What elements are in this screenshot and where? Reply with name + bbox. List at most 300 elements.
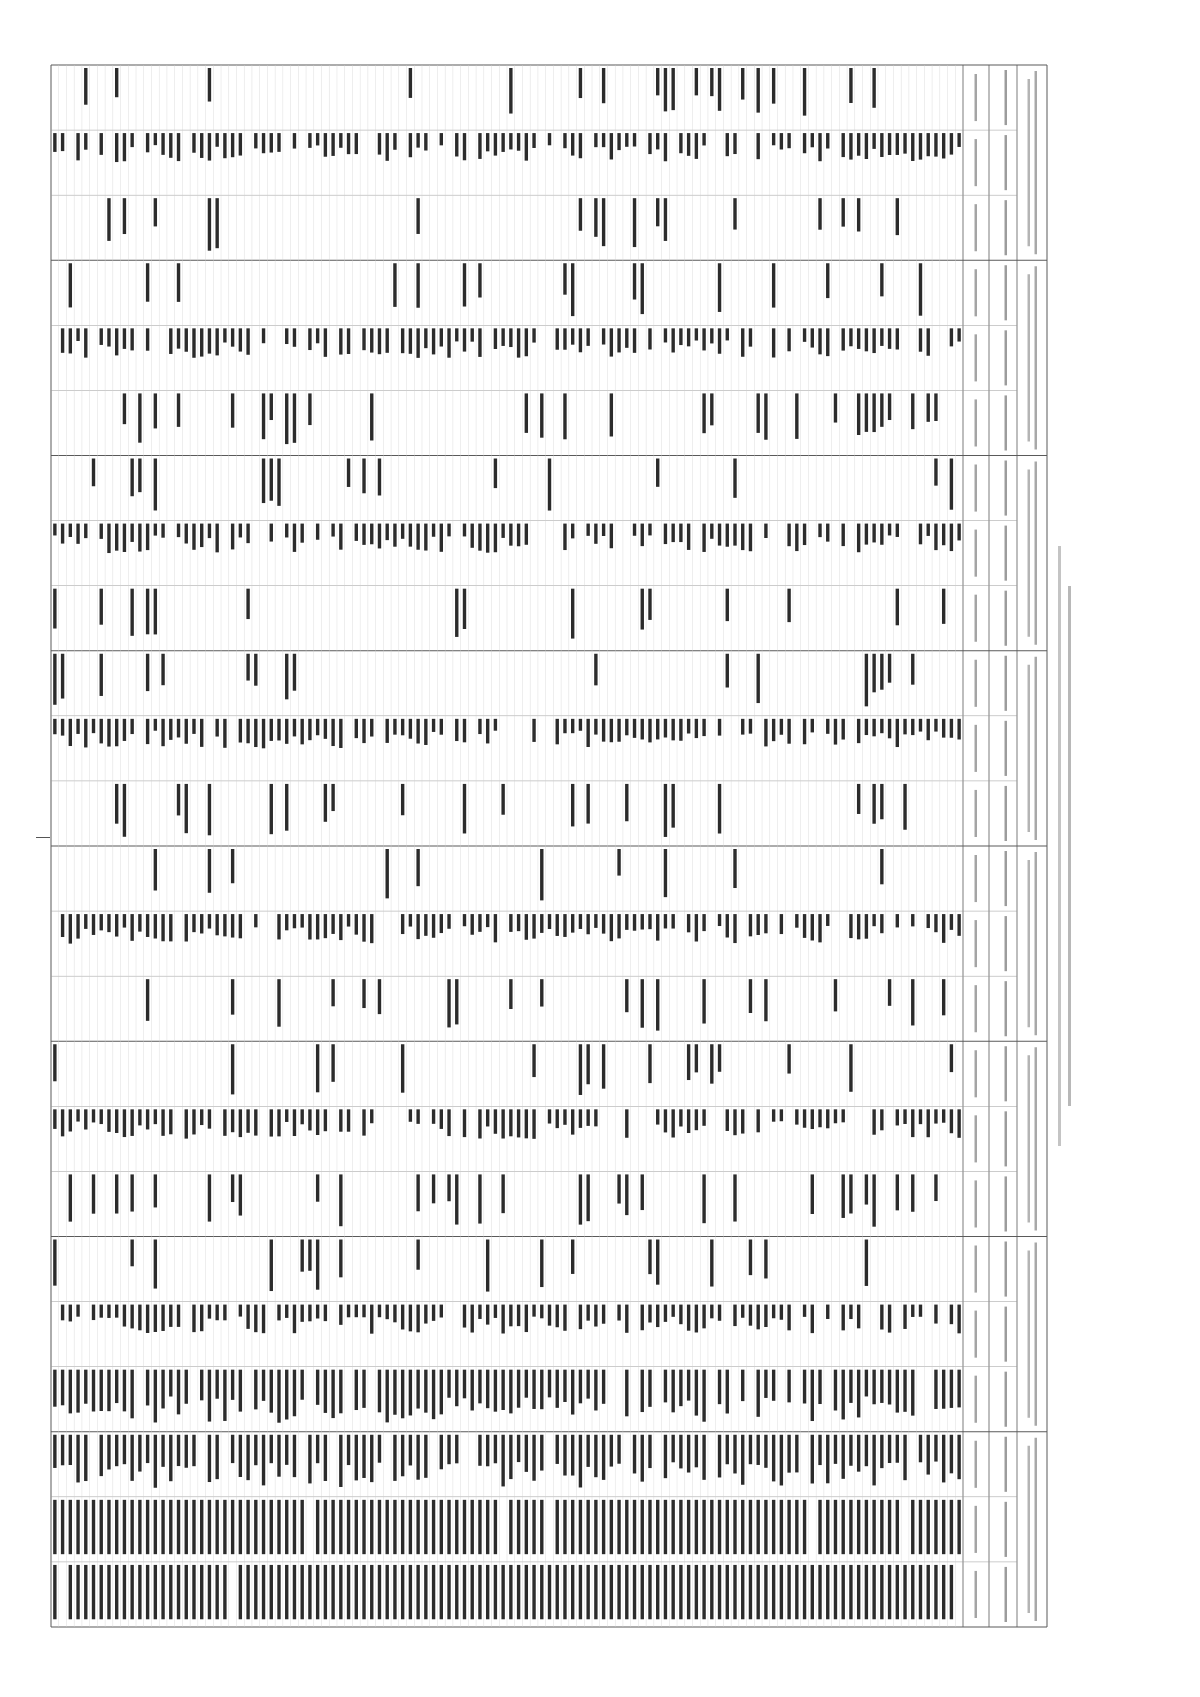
table-cell-mark bbox=[556, 1109, 559, 1128]
table-cell-mark bbox=[919, 719, 922, 732]
table-cell-mark bbox=[146, 719, 149, 744]
table-cell-mark bbox=[834, 979, 837, 1011]
table-cell-mark bbox=[270, 524, 273, 542]
table-cell-mark bbox=[61, 133, 64, 151]
table-cell-mark bbox=[471, 1305, 474, 1333]
table-cell-mark bbox=[865, 1500, 868, 1554]
table-cell-mark bbox=[756, 1370, 759, 1417]
table-cell-mark bbox=[455, 1174, 458, 1224]
table-cell-mark bbox=[53, 1370, 56, 1407]
table-cell-mark bbox=[525, 393, 528, 432]
table-cell-mark bbox=[192, 524, 195, 550]
table-cell-mark bbox=[447, 1435, 450, 1464]
table-cell-mark bbox=[409, 914, 412, 926]
table-cell-mark bbox=[169, 1305, 172, 1327]
table-cell-mark bbox=[69, 1305, 72, 1322]
table-cell-mark bbox=[579, 1370, 582, 1404]
table-cell-mark bbox=[277, 719, 280, 741]
table-cell-mark bbox=[494, 524, 497, 553]
table-cell-mark bbox=[702, 524, 705, 552]
table-cell-mark bbox=[834, 719, 837, 745]
table-cell-mark bbox=[61, 1109, 64, 1136]
table-cell-mark bbox=[501, 1109, 504, 1138]
table-cell-mark bbox=[702, 1435, 705, 1480]
table-cell-mark bbox=[154, 719, 157, 731]
table-cell-mark bbox=[733, 1174, 736, 1221]
table-cell-mark bbox=[107, 719, 110, 747]
table-cell-mark bbox=[339, 1174, 342, 1226]
table-cell-mark bbox=[293, 719, 296, 737]
table-cell-mark bbox=[107, 1370, 110, 1412]
table-cell-mark bbox=[571, 1240, 574, 1274]
table-cell-mark bbox=[447, 1565, 450, 1619]
table-cell-mark bbox=[671, 1435, 674, 1463]
table-cell-mark bbox=[285, 784, 288, 831]
table-cell-mark bbox=[254, 1435, 257, 1465]
column-group-title-placeholder bbox=[1035, 1047, 1038, 1230]
table-cell-mark bbox=[857, 914, 860, 939]
table-cell-mark bbox=[880, 1109, 883, 1130]
table-cell-mark bbox=[100, 1305, 103, 1318]
table-cell-mark bbox=[903, 1435, 906, 1480]
table-cell-mark bbox=[679, 133, 682, 153]
table-cell-mark bbox=[602, 198, 605, 246]
column-subheader-placeholder bbox=[975, 1115, 978, 1162]
table-cell-mark bbox=[872, 654, 875, 693]
table-cell-mark bbox=[602, 524, 605, 536]
table-cell-mark bbox=[586, 1044, 589, 1084]
table-cell-mark bbox=[347, 1305, 350, 1318]
table-cell-mark bbox=[177, 719, 180, 738]
table-cell-mark bbox=[416, 198, 419, 234]
table-cell-mark bbox=[811, 1305, 814, 1334]
table-cell-mark bbox=[950, 1109, 953, 1133]
table-cell-mark bbox=[695, 1044, 698, 1072]
table-cell-mark bbox=[872, 1370, 875, 1405]
column-subheader-placeholder bbox=[975, 139, 978, 186]
column-subheader-placeholder bbox=[975, 595, 978, 642]
table-cell-mark bbox=[795, 1500, 798, 1554]
table-cell-mark bbox=[146, 1305, 149, 1333]
table-cell-mark bbox=[772, 1305, 775, 1319]
table-cell-mark bbox=[927, 1565, 930, 1619]
table-cell-mark bbox=[733, 914, 736, 943]
table-cell-mark bbox=[285, 1109, 288, 1122]
table-cell-mark bbox=[185, 524, 188, 544]
table-cell-mark bbox=[934, 1305, 937, 1324]
table-cell-mark bbox=[927, 133, 930, 156]
table-cell-mark bbox=[849, 1370, 852, 1403]
column-subheader-placeholder bbox=[975, 269, 978, 316]
table-cell-mark bbox=[61, 719, 64, 736]
table-cell-mark bbox=[787, 1565, 790, 1619]
table-cell-mark bbox=[123, 914, 126, 927]
table-cell-mark bbox=[780, 914, 783, 934]
table-cell-mark bbox=[888, 1370, 891, 1405]
table-cell-mark bbox=[579, 328, 582, 352]
table-cell-mark bbox=[208, 1500, 211, 1554]
table-cell-mark bbox=[586, 1435, 589, 1467]
table-cell-mark bbox=[718, 68, 721, 111]
table-cell-mark bbox=[185, 328, 188, 351]
table-cell-mark bbox=[857, 1565, 860, 1619]
table-cell-mark bbox=[795, 1565, 798, 1619]
table-cell-mark bbox=[648, 719, 651, 743]
table-cell-mark bbox=[617, 1305, 620, 1321]
table-cell-mark bbox=[671, 1500, 674, 1554]
table-cell-mark bbox=[934, 393, 937, 421]
table-cell-mark bbox=[586, 719, 589, 747]
table-cell-mark bbox=[471, 1370, 474, 1411]
table-cell-mark bbox=[169, 1565, 172, 1619]
table-cell-mark bbox=[764, 524, 767, 538]
table-cell-mark bbox=[842, 524, 845, 547]
table-cell-mark bbox=[455, 133, 458, 156]
table-cell-mark bbox=[756, 1109, 759, 1132]
table-cell-mark bbox=[277, 133, 280, 152]
table-cell-mark bbox=[579, 1305, 582, 1330]
table-cell-mark bbox=[957, 328, 960, 341]
table-cell-mark bbox=[231, 524, 234, 550]
table-cell-mark bbox=[115, 1370, 118, 1403]
table-cell-mark bbox=[780, 133, 783, 149]
table-cell-mark bbox=[857, 1305, 860, 1329]
table-cell-mark bbox=[842, 719, 845, 740]
table-cell-mark bbox=[872, 1435, 875, 1486]
table-cell-mark bbox=[532, 1435, 535, 1481]
table-cell-mark bbox=[749, 719, 752, 734]
table-cell-mark bbox=[169, 1500, 172, 1554]
table-cell-mark bbox=[532, 1305, 535, 1317]
table-cell-mark bbox=[880, 1565, 883, 1619]
table-cell-mark bbox=[455, 1435, 458, 1464]
table-cell-mark bbox=[339, 133, 342, 148]
table-cell-mark bbox=[293, 1305, 296, 1334]
table-cell-mark bbox=[579, 914, 582, 929]
table-cell-mark bbox=[679, 1565, 682, 1619]
table-cell-mark bbox=[517, 524, 520, 547]
table-cell-mark bbox=[594, 1500, 597, 1554]
column-subheader-placeholder bbox=[975, 399, 978, 446]
table-cell-mark bbox=[633, 263, 636, 299]
table-cell-mark bbox=[718, 1500, 721, 1554]
table-cell-mark bbox=[563, 524, 566, 550]
table-cell-mark bbox=[849, 1305, 852, 1319]
table-cell-mark bbox=[262, 133, 265, 153]
table-cell-mark bbox=[548, 133, 551, 145]
table-cell-mark bbox=[200, 1305, 203, 1332]
table-cell-mark bbox=[84, 1109, 87, 1129]
table-cell-mark bbox=[401, 524, 404, 539]
column-header-placeholder bbox=[1005, 1242, 1008, 1297]
table-cell-mark bbox=[440, 719, 443, 735]
table-cell-mark bbox=[293, 1109, 296, 1136]
table-cell-mark bbox=[285, 393, 288, 444]
table-cell-mark bbox=[818, 1370, 821, 1404]
table-cell-mark bbox=[641, 719, 644, 740]
table-cell-mark bbox=[702, 914, 705, 931]
table-cell-mark bbox=[440, 328, 443, 346]
table-cell-mark bbox=[370, 328, 373, 352]
table-cell-mark bbox=[764, 393, 767, 439]
table-cell-mark bbox=[432, 1109, 435, 1123]
table-cell-mark bbox=[733, 1435, 736, 1474]
table-cell-mark bbox=[671, 1370, 674, 1413]
table-cell-mark bbox=[749, 524, 752, 552]
column-header-placeholder bbox=[1005, 591, 1008, 646]
table-cell-mark bbox=[865, 719, 868, 735]
table-cell-mark bbox=[702, 1500, 705, 1554]
table-cell-mark bbox=[239, 1109, 242, 1137]
table-cell-mark bbox=[772, 1370, 775, 1401]
table-cell-mark bbox=[285, 1370, 288, 1420]
table-cell-mark bbox=[161, 914, 164, 941]
table-cell-mark bbox=[756, 654, 759, 703]
table-cell-mark bbox=[687, 1109, 690, 1133]
table-cell-mark bbox=[517, 1500, 520, 1554]
table-cell-mark bbox=[161, 1370, 164, 1409]
table-cell-mark bbox=[215, 914, 218, 935]
table-cell-mark bbox=[154, 393, 157, 428]
table-cell-mark bbox=[548, 459, 551, 511]
table-cell-mark bbox=[911, 1305, 914, 1317]
table-cell-mark bbox=[370, 1565, 373, 1619]
table-cell-mark bbox=[277, 1500, 280, 1554]
table-cell-mark bbox=[316, 1174, 319, 1201]
table-cell-mark bbox=[710, 393, 713, 425]
table-cell-mark bbox=[764, 1370, 767, 1398]
table-cell-mark bbox=[641, 1435, 644, 1482]
table-cell-mark bbox=[548, 1109, 551, 1123]
table-cell-mark bbox=[246, 589, 249, 619]
table-cell-mark bbox=[300, 1565, 303, 1619]
table-cell-mark bbox=[486, 524, 489, 553]
table-cell-mark bbox=[718, 1305, 721, 1321]
table-cell-mark bbox=[664, 784, 667, 837]
table-cell-mark bbox=[200, 328, 203, 356]
table-cell-mark bbox=[641, 1174, 644, 1210]
table-cell-mark bbox=[308, 719, 311, 740]
table-cell-mark bbox=[471, 524, 474, 548]
table-cell-mark bbox=[525, 1109, 528, 1138]
table-cell-mark bbox=[942, 133, 945, 158]
table-cell-mark bbox=[501, 133, 504, 152]
table-cell-mark bbox=[92, 914, 95, 935]
table-cell-mark bbox=[517, 1305, 520, 1327]
table-cell-mark bbox=[525, 1435, 528, 1472]
table-cell-mark bbox=[826, 1435, 829, 1484]
table-cell-mark bbox=[123, 1109, 126, 1137]
table-cell-mark bbox=[532, 719, 535, 742]
table-cell-mark bbox=[633, 1500, 636, 1554]
table-cell-mark bbox=[100, 1500, 103, 1554]
table-cell-mark bbox=[525, 1370, 528, 1398]
table-cell-mark bbox=[246, 1109, 249, 1132]
table-cell-mark bbox=[710, 68, 713, 96]
table-cell-mark bbox=[733, 1500, 736, 1554]
column-subheader-placeholder bbox=[975, 790, 978, 837]
table-cell-mark bbox=[324, 1435, 327, 1481]
table-cell-mark bbox=[463, 1565, 466, 1619]
table-cell-mark bbox=[501, 1565, 504, 1619]
table-cell-mark bbox=[687, 1500, 690, 1554]
table-cell-mark bbox=[223, 1305, 226, 1321]
table-cell-mark bbox=[262, 1565, 265, 1619]
table-cell-mark bbox=[316, 1370, 319, 1405]
table-cell-mark bbox=[764, 1565, 767, 1619]
table-cell-mark bbox=[664, 1565, 667, 1619]
table-cell-mark bbox=[177, 1370, 180, 1415]
table-cell-mark bbox=[138, 1109, 141, 1125]
table-cell-mark bbox=[726, 1500, 729, 1554]
table-cell-mark bbox=[602, 1044, 605, 1088]
table-cell-mark bbox=[494, 1109, 497, 1133]
table-cell-mark bbox=[208, 1305, 211, 1319]
table-cell-mark bbox=[911, 393, 914, 429]
table-cell-mark bbox=[463, 589, 466, 629]
column-subheader-placeholder bbox=[975, 985, 978, 1032]
table-cell-mark bbox=[239, 1305, 242, 1317]
table-cell-mark bbox=[409, 68, 412, 98]
table-cell-mark bbox=[246, 524, 249, 544]
table-cell-mark bbox=[270, 1565, 273, 1619]
column-group-title-placeholder bbox=[1035, 1438, 1038, 1621]
table-cell-mark bbox=[656, 914, 659, 941]
table-cell-mark bbox=[478, 719, 481, 734]
table-cell-mark bbox=[331, 524, 334, 537]
column-group-title-placeholder bbox=[1028, 665, 1031, 832]
table-cell-mark bbox=[378, 979, 381, 1014]
table-cell-mark bbox=[764, 1500, 767, 1554]
table-cell-mark bbox=[934, 1500, 937, 1554]
table-cell-mark bbox=[223, 1370, 226, 1421]
table-cell-mark bbox=[517, 328, 520, 357]
table-cell-mark bbox=[888, 1500, 891, 1554]
table-cell-mark bbox=[53, 1240, 56, 1286]
table-cell-mark bbox=[927, 1109, 930, 1137]
table-cell-mark bbox=[463, 1500, 466, 1554]
table-cell-mark bbox=[718, 1565, 721, 1619]
table-cell-mark bbox=[215, 524, 218, 553]
table-cell-mark bbox=[285, 1305, 288, 1318]
table-cell-mark bbox=[749, 1240, 752, 1276]
table-cell-mark bbox=[633, 914, 636, 931]
table-cell-mark bbox=[185, 784, 188, 833]
table-cell-mark bbox=[942, 1565, 945, 1619]
table-cell-mark bbox=[378, 1305, 381, 1318]
table-cell-mark bbox=[208, 1565, 211, 1619]
table-cell-mark bbox=[463, 328, 466, 351]
table-cell-mark bbox=[525, 1500, 528, 1554]
table-cell-mark bbox=[803, 1565, 806, 1619]
table-cell-mark bbox=[594, 719, 597, 735]
table-cell-mark bbox=[702, 328, 705, 350]
table-cell-mark bbox=[532, 133, 535, 148]
table-cell-mark bbox=[154, 459, 157, 511]
table-cell-mark bbox=[69, 328, 72, 353]
table-cell-mark bbox=[146, 1565, 149, 1619]
table-cell-mark bbox=[525, 328, 528, 356]
table-cell-mark bbox=[231, 849, 234, 883]
table-cell-mark bbox=[718, 1435, 721, 1478]
table-cell-mark bbox=[347, 1435, 350, 1465]
table-cell-mark bbox=[517, 133, 520, 151]
table-cell-mark bbox=[432, 914, 435, 938]
table-cell-mark bbox=[756, 68, 759, 113]
table-cell-mark bbox=[865, 914, 868, 939]
table-cell-mark bbox=[872, 1565, 875, 1619]
table-cell-mark bbox=[648, 328, 651, 349]
table-cell-mark bbox=[177, 1435, 180, 1466]
table-cell-mark bbox=[185, 1500, 188, 1554]
table-cell-mark bbox=[741, 328, 744, 356]
table-cell-mark bbox=[695, 1565, 698, 1619]
column-header-placeholder bbox=[1005, 1176, 1008, 1231]
table-cell-mark bbox=[903, 1370, 906, 1412]
table-cell-mark bbox=[625, 1174, 628, 1215]
table-cell-mark bbox=[849, 1500, 852, 1554]
table-cell-mark bbox=[130, 133, 133, 147]
table-cell-mark bbox=[872, 393, 875, 432]
table-cell-mark bbox=[911, 979, 914, 1025]
table-cell-mark bbox=[556, 1435, 559, 1464]
table-cell-mark bbox=[532, 328, 535, 342]
table-cell-mark bbox=[934, 1565, 937, 1619]
table-cell-mark bbox=[208, 1370, 211, 1422]
table-cell-mark bbox=[571, 784, 574, 827]
table-cell-mark bbox=[146, 914, 149, 937]
table-cell-mark bbox=[447, 979, 450, 1027]
table-cell-mark bbox=[76, 328, 79, 341]
table-cell-mark bbox=[432, 1565, 435, 1619]
table-cell-mark bbox=[146, 1109, 149, 1129]
table-cell-mark bbox=[115, 328, 118, 355]
table-cell-mark bbox=[733, 133, 736, 154]
table-cell-mark bbox=[416, 263, 419, 307]
table-cell-mark bbox=[432, 1305, 435, 1321]
table-cell-mark bbox=[355, 914, 358, 935]
table-cell-mark bbox=[563, 1500, 566, 1554]
table-cell-mark bbox=[872, 1500, 875, 1554]
table-cell-mark bbox=[339, 1240, 342, 1278]
table-cell-mark bbox=[107, 914, 110, 932]
table-cell-mark bbox=[880, 914, 883, 933]
table-cell-mark bbox=[517, 1565, 520, 1619]
table-cell-mark bbox=[787, 1370, 790, 1403]
column-subheader-placeholder bbox=[975, 1246, 978, 1293]
column-header-placeholder bbox=[1005, 200, 1008, 255]
table-cell-mark bbox=[246, 1500, 249, 1554]
table-cell-mark bbox=[486, 133, 489, 151]
table-cell-mark bbox=[409, 719, 412, 739]
table-cell-mark bbox=[548, 1305, 551, 1326]
table-cell-mark bbox=[424, 1565, 427, 1619]
table-cell-mark bbox=[455, 719, 458, 741]
table-cell-mark bbox=[69, 524, 72, 537]
table-cell-mark bbox=[84, 1370, 87, 1404]
table-cell-mark bbox=[339, 1370, 342, 1414]
table-cell-mark bbox=[679, 719, 682, 741]
table-cell-mark bbox=[633, 133, 636, 146]
table-cell-mark bbox=[107, 1109, 110, 1132]
table-cell-mark bbox=[509, 1565, 512, 1619]
table-cell-mark bbox=[107, 1305, 110, 1318]
table-cell-mark bbox=[857, 393, 860, 435]
table-cell-mark bbox=[270, 1500, 273, 1554]
table-cell-mark bbox=[865, 133, 868, 159]
table-cell-mark bbox=[695, 1370, 698, 1416]
table-cell-mark bbox=[231, 393, 234, 427]
